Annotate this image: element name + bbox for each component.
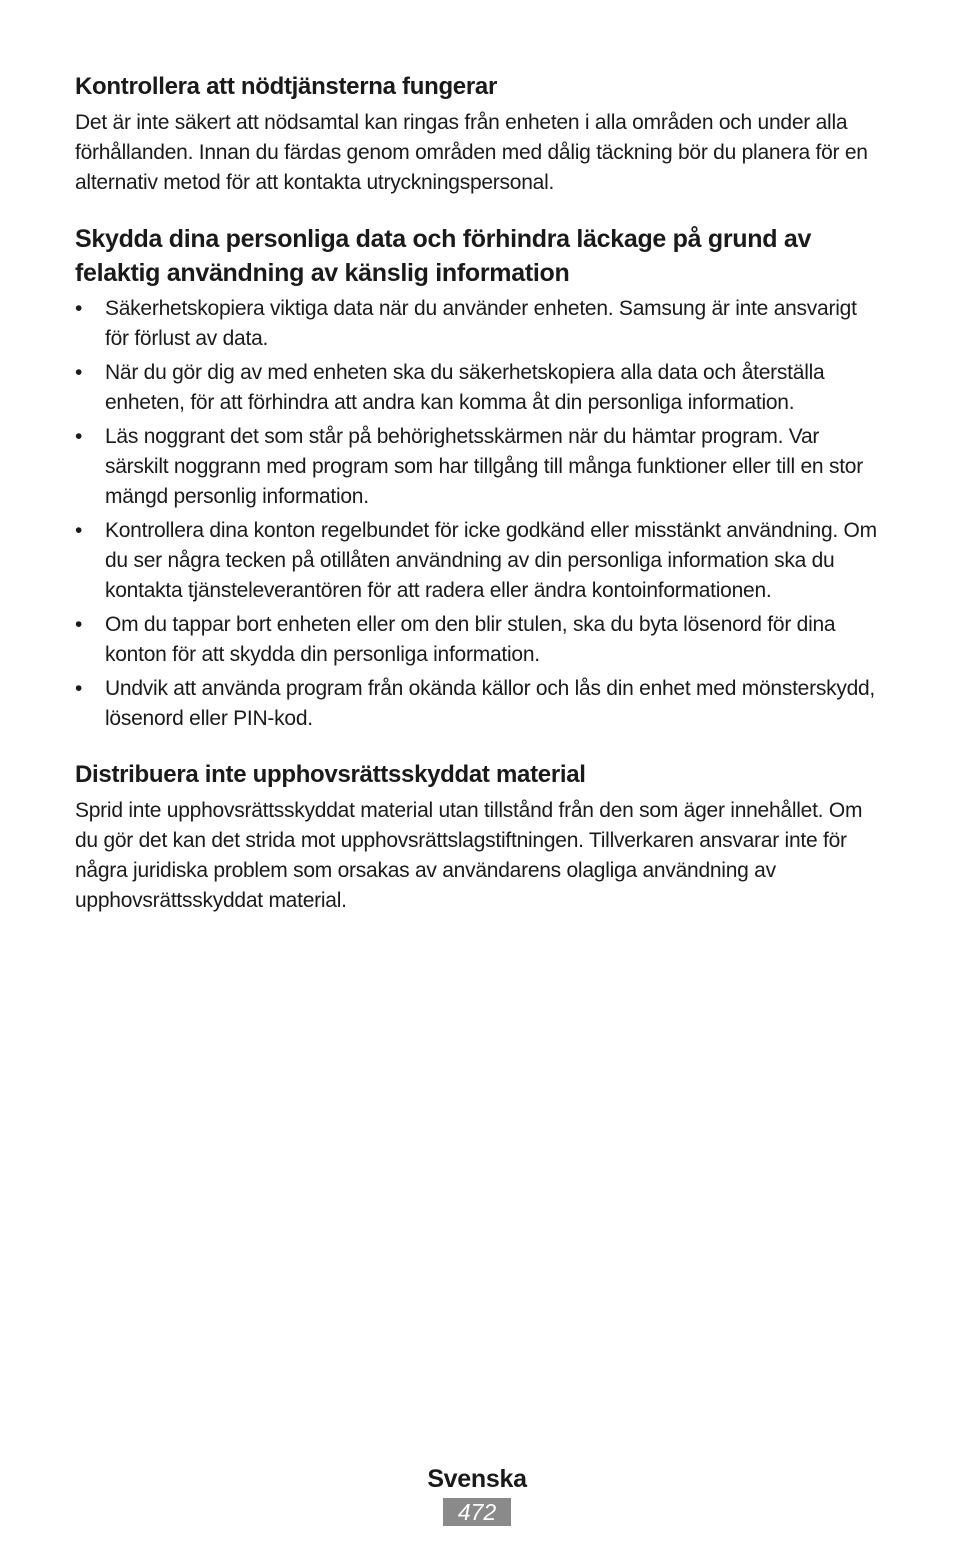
section-personal-data — [75, 222, 885, 734]
page-number-badge: 472 — [443, 1498, 511, 1526]
list-item — [75, 516, 885, 606]
list-item — [75, 674, 885, 734]
section-paragraph: Sprid inte upphovsrättsskyddat material utan tillstånd från den som äger innehållet. Om du gör det kan det strida mot upphovsrättslagstiftningen. Tillverkaren ansvarar inte för några juridiska problem som orsakas av användarens olagliga användning av upphovsrättsskyddat material. — [75, 799, 863, 912]
list-item-text: Säkerhetskopiera viktiga data när du använder enheten. Samsung är inte ansvarigt för förlust av data. — [105, 297, 857, 350]
section-copyright — [75, 758, 885, 916]
section-emergency-services — [75, 70, 885, 198]
footer-language: Svenska — [427, 1465, 527, 1493]
list-item-text: Läs noggrant det som står på behörighetsskärmen när du hämtar program. Var särskilt noggrann med program som har tillgång till många funktioner eller till en stor mängd personlig information. — [105, 425, 863, 508]
bullet-icon: • — [75, 519, 83, 542]
list-item-text: Kontrollera dina konton regelbundet för icke godkänd eller misstänkt användning. Om du ser några tecken på otillåten användning av din personliga information ska du kontakta tjänsteleverantören för att radera eller ändra kontoinformationen. — [105, 519, 877, 602]
document-body — [75, 70, 885, 916]
section-heading: Kontrollera att nödtjänsterna fungerar — [75, 73, 497, 100]
section-paragraph: Det är inte säkert att nödsamtal kan ringas från enheten i alla områden och under alla förhållanden. Innan du färdas genom områden med dålig täckning bör du planera för en alternativ metod för att kontakta utryckningspersonal. — [75, 111, 868, 194]
list-item-text: När du gör dig av med enheten ska du säkerhetskopiera alla data och återställa enheten, för att förhindra att andra kan komma åt din personliga information. — [105, 361, 825, 414]
bullet-list — [75, 294, 885, 734]
bullet-icon: • — [75, 425, 83, 448]
bullet-icon: • — [75, 677, 83, 700]
bullet-icon: • — [75, 613, 83, 636]
list-item-text: Undvik att använda program från okända källor och lås din enhet med mönsterskydd, lösenord eller PIN-kod. — [105, 677, 876, 730]
bullet-icon: • — [75, 361, 83, 384]
list-item — [75, 294, 885, 354]
section-heading: Distribuera inte upphovsrättsskyddat material — [75, 761, 586, 788]
list-item-text: Om du tappar bort enheten eller om den blir stulen, ska du byta lösenord för dina konton för att skydda din personliga information. — [105, 613, 836, 666]
section-heading: Skydda dina personliga data och förhindra läckage på grund av felaktig användning av känslig information — [75, 225, 812, 287]
page-footer — [0, 1462, 954, 1526]
list-item — [75, 610, 885, 670]
list-item — [75, 358, 885, 418]
bullet-icon: • — [75, 297, 83, 320]
list-item — [75, 422, 885, 512]
